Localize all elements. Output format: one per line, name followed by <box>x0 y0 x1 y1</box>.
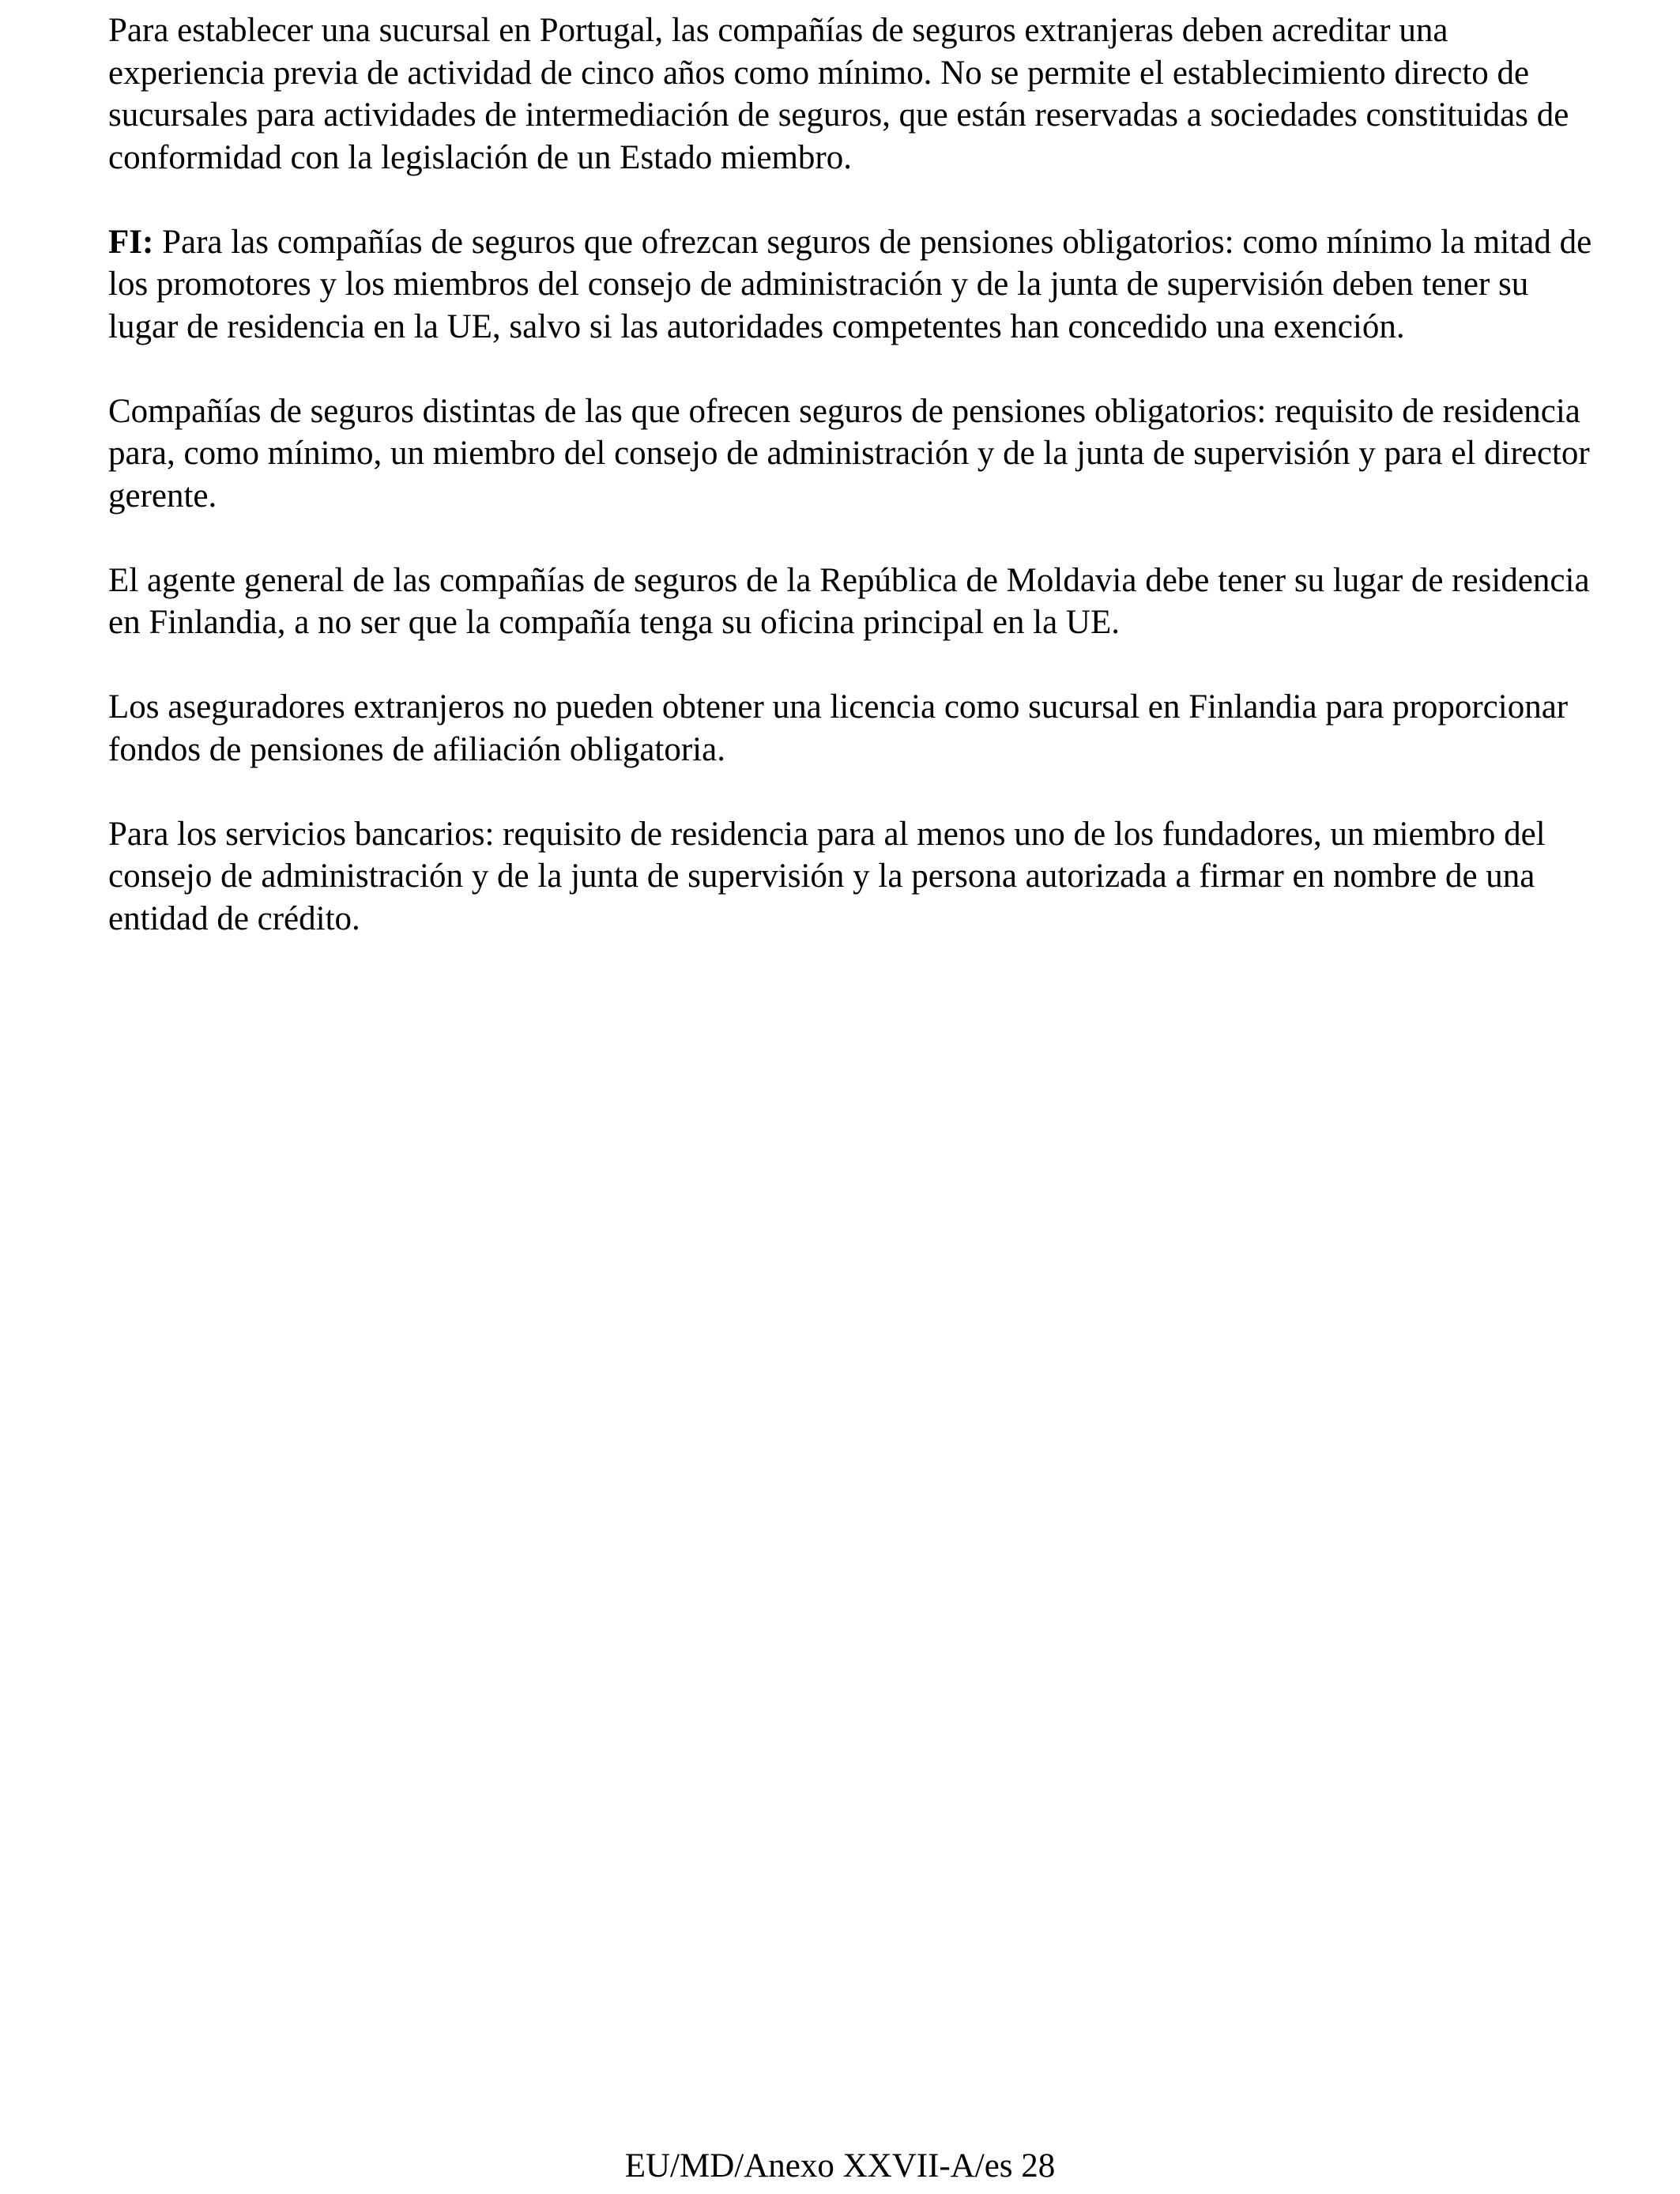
paragraph-banking-services <box>108 813 1594 941</box>
paragraph-portugal-branch <box>108 9 1594 179</box>
paragraph-text: Compañías de seguros distintas de las que ofrecen seguros de pensiones obligatorios: requisito de residencia para, como mínimo, un miembro del consejo de administración y de la junta de supervisión y para el director gerente. <box>108 392 1590 515</box>
paragraph-text: El agente general de las compañías de seguros de la República de Moldavia debe tener su lugar de residencia en Finlandia, a no ser que la compañía tenga su oficina principal en la UE. <box>108 561 1590 641</box>
page-footer: EU/MD/Anexo XXVII-A/es 28 <box>624 2147 1056 2185</box>
country-code-label: FI: <box>108 223 154 261</box>
paragraph-text: Para los servicios bancarios: requisito de residencia para al menos uno de los fundadores, un miembro del consejo de administración y de la junta de supervisión y la persona autorizada a firmar en nombre de una entidad de crédito. <box>108 815 1546 937</box>
paragraph-foreign-insurers <box>108 686 1594 771</box>
paragraph-text: Para las compañías de seguros que ofrezcan seguros de pensiones obligatorios: como mínimo la mitad de los promotores y los miembros del consejo de administración y de la junta de supervisión deben tener su lugar de residencia en la UE, salvo si las autoridades competentes han concedido una exención. <box>108 223 1592 345</box>
paragraph-text: Los aseguradores extranjeros no pueden obtener una licencia como sucursal en Finlandia para proporcionar fondos de pensiones de afiliación obligatoria. <box>108 688 1569 768</box>
paragraph-other-insurers <box>108 390 1594 518</box>
document-body <box>108 9 1594 982</box>
paragraph-general-agent <box>108 560 1594 644</box>
paragraph-text: Para establecer una sucursal en Portugal, las compañías de seguros extranjeras deben acreditar una experiencia previa de actividad de cinco años como mínimo. No se permite el establecimiento directo de sucursales para actividades de intermediación de seguros, que están reservadas a sociedades constituidas de conformidad con la legislación de un Estado miembro. <box>108 12 1569 176</box>
paragraph-fi-pension-insurers <box>108 221 1594 349</box>
